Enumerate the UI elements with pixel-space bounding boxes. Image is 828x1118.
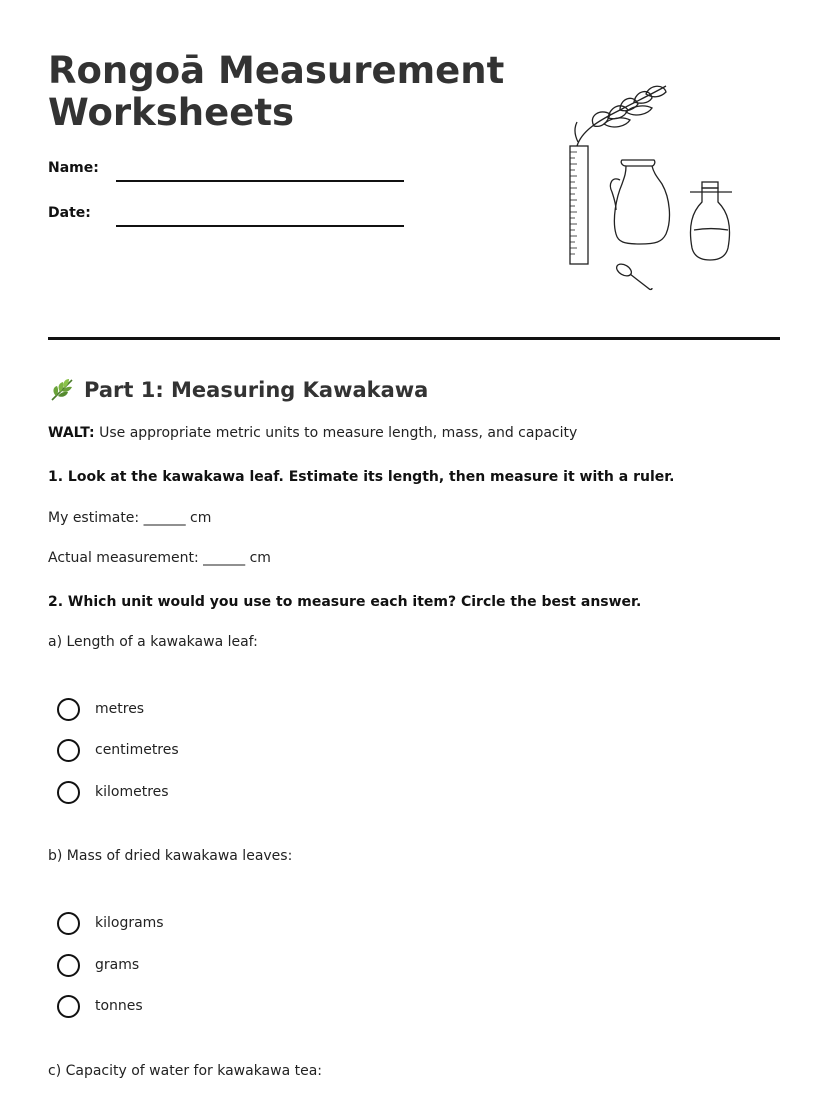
radio-circle[interactable] xyxy=(57,954,80,977)
walt-text: Use appropriate metric units to measure length, mass, and capacity xyxy=(94,425,578,441)
question-2c-label: c) Capacity of water for kawakawa tea: xyxy=(48,1063,323,1079)
radio-circle[interactable] xyxy=(57,995,80,1018)
walt-statement xyxy=(48,425,577,441)
flask-icon xyxy=(690,188,729,260)
radio-circle[interactable] xyxy=(57,912,80,935)
option-label: metres xyxy=(95,701,145,717)
option-kilograms[interactable] xyxy=(57,911,164,935)
option-grams[interactable] xyxy=(57,953,139,977)
section-title: Part 1: Measuring Kawakawa xyxy=(84,378,429,402)
actual-measurement-line: Actual measurement: ______ cm xyxy=(48,550,271,566)
date-label: Date: xyxy=(48,205,91,221)
radio-circle[interactable] xyxy=(57,739,80,762)
leaf-icon xyxy=(48,376,76,404)
option-label: tonnes xyxy=(95,998,143,1014)
kawakawa-branch-icon xyxy=(577,86,666,146)
spoon-icon xyxy=(615,262,634,279)
walt-label: WALT: xyxy=(48,425,95,441)
option-centimetres[interactable] xyxy=(57,738,179,762)
date-field[interactable] xyxy=(116,225,404,227)
jug-icon xyxy=(614,166,669,244)
option-metres[interactable] xyxy=(57,697,144,721)
option-kilometres[interactable] xyxy=(57,780,169,804)
option-label: kilometres xyxy=(95,784,169,800)
estimate-line: My estimate: ______ cm xyxy=(48,510,212,526)
name-label: Name: xyxy=(48,160,99,176)
radio-circle[interactable] xyxy=(57,781,80,804)
measuring-tools-illustration xyxy=(560,80,760,300)
name-field[interactable] xyxy=(116,180,404,182)
option-label: centimetres xyxy=(95,742,179,758)
section-heading xyxy=(48,373,428,407)
section-divider xyxy=(48,337,780,340)
title-line-2: Worksheets xyxy=(48,91,295,134)
option-label: kilograms xyxy=(95,915,164,931)
title-line-1: Rongoā Measurement xyxy=(48,49,505,92)
question-2a-label: a) Length of a kawakawa leaf: xyxy=(48,634,258,650)
option-label: grams xyxy=(95,957,140,973)
question-2-prompt: 2. Which unit would you use to measure each item? Circle the best answer. xyxy=(48,594,642,610)
question-2b-label: b) Mass of dried kawakawa leaves: xyxy=(48,848,293,864)
option-tonnes[interactable] xyxy=(57,994,143,1018)
worksheet-title xyxy=(48,50,528,134)
radio-circle[interactable] xyxy=(57,698,80,721)
question-1-prompt: 1. Look at the kawakawa leaf. Estimate its length, then measure it with a ruler. xyxy=(48,469,675,485)
